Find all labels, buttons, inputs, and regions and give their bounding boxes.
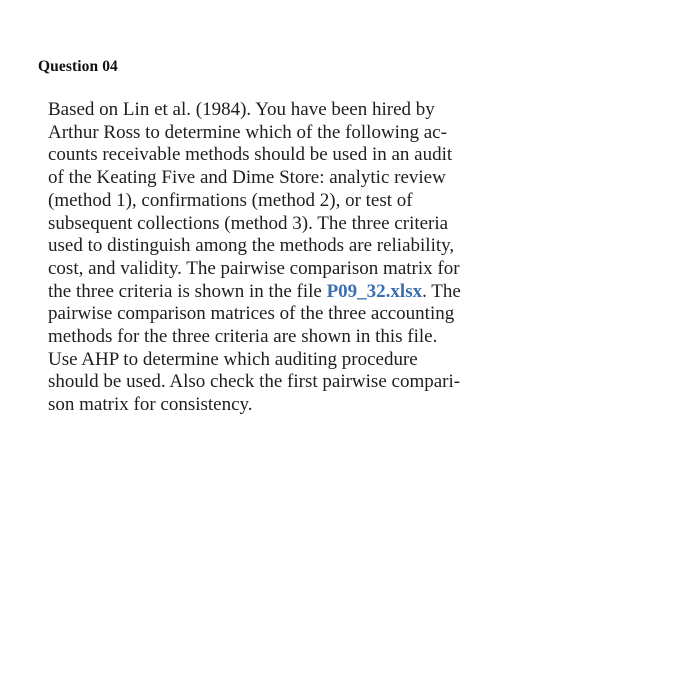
question-line-text: the three criteria is shown in the file <box>48 280 327 302</box>
question-text <box>48 99 568 417</box>
question-line: methods for the three criteria are shown in this file. <box>48 326 438 348</box>
question-title: Question 04 <box>38 58 118 75</box>
question-line: cost, and validity. The pairwise comparison matrix for <box>48 257 460 279</box>
question-line: Based on Lin et al. (1984). You have been hired by <box>48 99 435 120</box>
question-line: of the Keating Five and Dime Store: analytic review <box>48 167 446 189</box>
question-line: son matrix for consistency. <box>48 394 253 416</box>
question-line: Arthur Ross to determine which of the following ac- <box>48 121 447 143</box>
question-line: Use AHP to determine which auditing procedure <box>48 348 418 370</box>
question-line-with-file <box>48 281 568 304</box>
question-line: (method 1), confirmations (method 2), or test of <box>48 189 413 211</box>
question-line-text: . The <box>422 280 461 302</box>
question-line: pairwise comparison matrices of the three accounting <box>48 303 455 325</box>
question-line: used to distinguish among the methods are reliability, <box>48 235 455 257</box>
question-line: should be used. Also check the first pairwise compari- <box>48 371 461 393</box>
question-line: subsequent collections (method 3). The three criteria <box>48 212 449 234</box>
question-line: counts receivable methods should be used in an audit <box>48 144 453 166</box>
file-reference: P09_32.xlsx <box>326 280 423 302</box>
